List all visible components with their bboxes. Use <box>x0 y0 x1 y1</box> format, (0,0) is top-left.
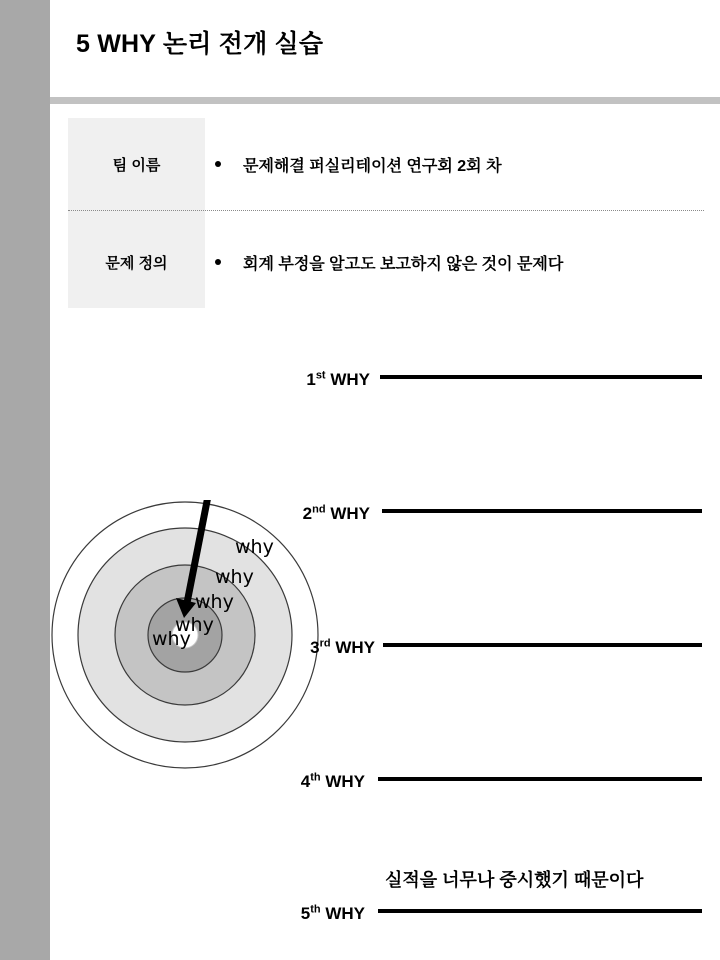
why-ordinal-suffix: th <box>310 903 321 916</box>
why-ordinal: 3 <box>310 638 320 657</box>
why-step-4 <box>205 766 365 792</box>
why-step-1-label <box>306 370 370 390</box>
circle-why-label: why <box>195 591 234 613</box>
why-word: WHY <box>335 638 375 657</box>
circle-why-label: why <box>152 628 191 650</box>
bullet-icon <box>215 259 221 265</box>
why-ordinal: 4 <box>300 772 311 791</box>
why-step-5-answer: 실적을 너무나 중시했기 때문이다 <box>385 870 644 890</box>
why-step-5 <box>205 898 365 924</box>
why-word: WHY <box>325 772 365 791</box>
circle-why-label: why <box>235 536 274 558</box>
info-row-value-wrapper <box>215 216 563 308</box>
why-step-4-label <box>301 772 365 792</box>
why-step-3 <box>215 632 375 658</box>
why-word: WHY <box>330 504 370 523</box>
why-ordinal-suffix: th <box>310 771 321 784</box>
why-ordinal-suffix: nd <box>312 503 326 516</box>
table-row <box>68 216 704 308</box>
info-row-label: 팀 이름 <box>112 156 161 174</box>
title-underline-rule <box>50 97 720 104</box>
why-word: WHY <box>330 370 370 389</box>
why-answer-line-5[interactable] <box>378 909 702 913</box>
why-answer-line-1[interactable] <box>380 375 702 379</box>
info-row-label: 문제 정의 <box>105 254 168 272</box>
why-ordinal-suffix: st <box>315 369 326 382</box>
why-ordinal: 5 <box>300 904 311 923</box>
why-step-5-label <box>301 904 365 924</box>
info-row-value: 문제해결 퍼실리테이션 연구회 2회 차 <box>243 157 502 175</box>
why-ordinal: 1 <box>306 370 316 389</box>
info-table <box>68 118 704 308</box>
why-step-2 <box>210 498 370 524</box>
why-answer-line-2[interactable] <box>382 509 702 513</box>
bullet-icon <box>215 161 221 167</box>
info-row-value: 회계 부정을 알고도 보고하지 않은 것이 문제다 <box>243 255 564 273</box>
page-title: 5 WHY 논리 전개 실습 <box>76 30 324 58</box>
table-row <box>68 118 704 210</box>
why-word: WHY <box>325 904 365 923</box>
row-divider <box>68 210 704 211</box>
circle-why-label: why <box>175 614 214 636</box>
left-accent-band <box>0 0 50 960</box>
info-row-value-wrapper <box>215 118 502 210</box>
circle-why-label: why <box>215 566 254 588</box>
why-ordinal: 2 <box>302 504 313 523</box>
why-answer-line-4[interactable] <box>378 777 702 781</box>
why-step-1 <box>210 364 370 390</box>
why-step-2-label <box>303 504 370 524</box>
why-step-3-label <box>310 638 375 658</box>
why-ordinal-suffix: rd <box>319 637 331 650</box>
why-answer-line-3[interactable] <box>383 643 702 647</box>
